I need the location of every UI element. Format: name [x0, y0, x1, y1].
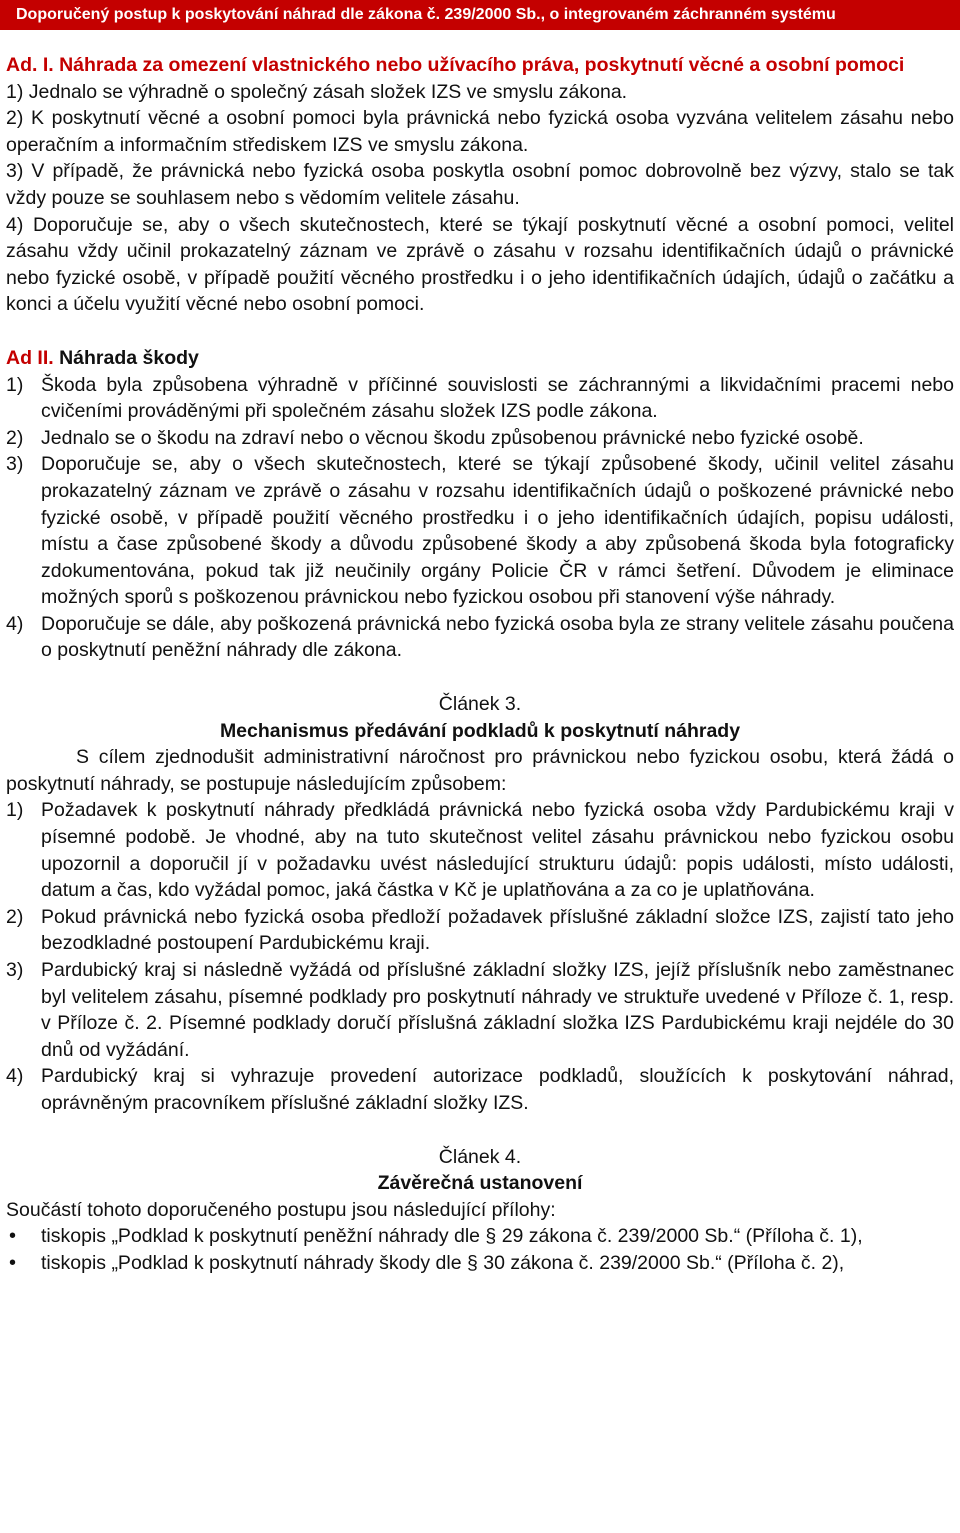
section-2-title: Náhrada škody [59, 346, 199, 369]
s2-item-2-text: Jednalo se o škodu na zdraví nebo o věcnou škodu způsobenou právnické nebo fyzické osobě. [41, 426, 864, 449]
a3-item-3-text: Pardubický kraj si následně vyžádá od příslušné základní složky IZS, jejíž příslušník nebo zaměstnanec byl velitelem zásahu, písemné podklady pro poskytnutí náhrady ve struktuře uvedené v Příloze č. 1, resp. v Příloze č. 2. Písemné podklady doručí příslušná základní složka IZS Pardubickému kraji nejdéle do 30 dnů od vyžádání. [41, 959, 954, 1061]
spacer [6, 318, 954, 345]
article-3-number: Článek 3. [438, 693, 522, 716]
s2-item-4 [6, 611, 954, 664]
s1-item-4-text: Doporučuje se, aby o všech skutečnostech, které se týkají poskytnutí věcné a osobní pomoci, velitel zásahu vždy učinil prokazatelný záznam ve zprávě o zásahu v rozsahu identifikačních údajů o právnické nebo fyzické osobě, v případě použití věcného prostředku i o jeho identifikačních údajích, údajů o začátku a konci a účelu využití věcné nebo osobní pomoci. [6, 213, 955, 316]
section-1-heading [6, 52, 954, 79]
section-2-heading [6, 345, 954, 372]
s1-item-1 [6, 79, 954, 106]
s2-item-3-num: 3) [6, 453, 24, 476]
a3-item-2 [6, 904, 954, 957]
document-body [0, 30, 960, 1277]
a3-item-2-text: Pokud právnická nebo fyzická osoba předloží požadavek příslušné základní složce IZS, zajistí tato jeho bezodkladné postoupení Pardubickému kraji. [41, 905, 954, 955]
attachment-item-2-text: tiskopis „Podklad k poskytnutí náhrady škody dle § 30 zákona č. 239/2000 Sb.“ (Příloha č. 2), [41, 1251, 845, 1274]
article-4-intro: Součástí tohoto doporučeného postupu jsou následující přílohy: [6, 1198, 556, 1221]
a3-item-2-num: 2) [6, 905, 24, 928]
document-header: Doporučený postup k poskytování náhrad dle zákona č. 239/2000 Sb., o integrovaném záchranném systému [0, 0, 960, 30]
s1-item-3-text: V případě, že právnická nebo fyzická osoba poskytla osobní pomoc dobrovolně bez výzvy, stalo se tak vždy pouze se souhlasem nebo s vědomím velitele zásahu. [6, 160, 954, 209]
a3-item-4-text: Pardubický kraj si vyhrazuje provedení autorizace podkladů, sloužících k poskytování náhrad, oprávněným pracovníkem příslušné základní složky IZS. [41, 1065, 954, 1114]
s1-item-2-num: 2) [6, 107, 24, 130]
s2-item-1-text: Škoda byla způsobena výhradně v příčinné souvislosti se záchrannými a likvidačními pracemi nebo cvičeními prováděnými při společném zásahu složek IZS podle zákona. [41, 373, 954, 423]
a3-item-3-num: 3) [6, 959, 24, 981]
s1-item-1-num: 1) [6, 80, 24, 103]
article-3-intro: S cílem zjednodušit administrativní náročnost pro právnickou nebo fyzickou osobu, která žádá o poskytnutí náhrady, se postupuje následujícím způsobem: [6, 746, 954, 795]
a3-item-1-text: Požadavek k poskytnutí náhrady předkládá právnická nebo fyzická osoba vždy Pardubickému kraji v písemné podobě. Je vhodné, aby na tuto skutečnost velitel zásahu právnickou nebo fyzickou osobu upozornil a doporučil jí v požadavku uvést následující strukturu údajů: popis události, místo události, datum a čas, kdo vyžádal pomoc, jaká částka v Kč je uplatňována a za co je uplatňována. [41, 799, 954, 902]
s1-item-2 [6, 105, 954, 158]
s1-item-3 [6, 158, 954, 211]
s2-item-3 [6, 451, 954, 611]
section-2-label: Ad II. [6, 346, 54, 369]
s2-item-2-num: 2) [6, 426, 24, 449]
s2-item-2 [6, 425, 954, 452]
s1-item-3-num: 3) [6, 160, 24, 183]
section-1-title: Náhrada za omezení vlastnického nebo užívacího práva, poskytnutí věcné a osobní pomoci [59, 54, 905, 76]
s1-item-1-text: Jednalo se výhradně o společný zásah složek IZS ve smyslu zákona. [28, 80, 628, 103]
article-4-number: Článek 4. [438, 1145, 522, 1168]
a3-item-4-num: 4) [6, 1065, 24, 1088]
bullet-icon: • [9, 1225, 17, 1248]
a3-item-3 [6, 957, 954, 1063]
s1-item-4-num: 4) [6, 213, 24, 236]
section-1-label: Ad. I. [6, 54, 54, 76]
s2-item-4-num: 4) [6, 612, 24, 635]
bullet-icon: • [9, 1251, 17, 1274]
s2-item-1-num: 1) [6, 373, 24, 396]
s2-item-4-text: Doporučuje se dále, aby poškozená právnická nebo fyzická osoba byla ze strany velitele zásahu poučena o poskytnutí peněžní náhrady dle zákona. [41, 612, 954, 662]
attachment-item-1-text: tiskopis „Podklad k poskytnutí peněžní náhrady dle § 29 zákona č. 239/2000 Sb.“ (Příloha č. 1), [41, 1225, 863, 1248]
article-3-title: Mechanismus předávání podkladů k poskytnutí náhrady [219, 719, 741, 742]
a3-item-1 [6, 797, 954, 903]
a3-item-1-num: 1) [6, 799, 24, 822]
s2-item-3-text: Doporučuje se, aby o všech skutečnostech, které se týkají způsobené škody, učinil velitel zásahu prokazatelný záznam ve zprávě o zásahu v rozsahu identifikačních údajů o poškozené právnické nebo fyzické osobě, v případě použití věcného prostředku i o jeho identifikačních údajích, popisu události, místu a čase způsobené škody a důvodu způsobené škody a aby způsobená škoda byla fotograficky zdokumentována, pokud tak již neučinily orgány Policie ČR v rámci šetření. Důvodem je eliminace možných sporů s poškozenou právnickou nebo fyzickou osobou při stanovení výše náhrady. [41, 453, 954, 609]
a3-item-4 [6, 1063, 954, 1116]
spacer [6, 1117, 954, 1144]
article-4-title: Závěrečná ustanovení [377, 1172, 583, 1195]
s1-item-2-text: K poskytnutí věcné a osobní pomoci byla právnická nebo fyzická osoba vyzvána velitelem zásahu nebo operačním a informačním střediskem IZS ve smyslu zákona. [6, 107, 954, 156]
attachment-item-1 [6, 1223, 954, 1250]
attachment-item-2 [6, 1250, 954, 1277]
spacer [6, 664, 954, 691]
s2-item-1 [6, 372, 954, 425]
s1-item-4 [6, 212, 954, 318]
